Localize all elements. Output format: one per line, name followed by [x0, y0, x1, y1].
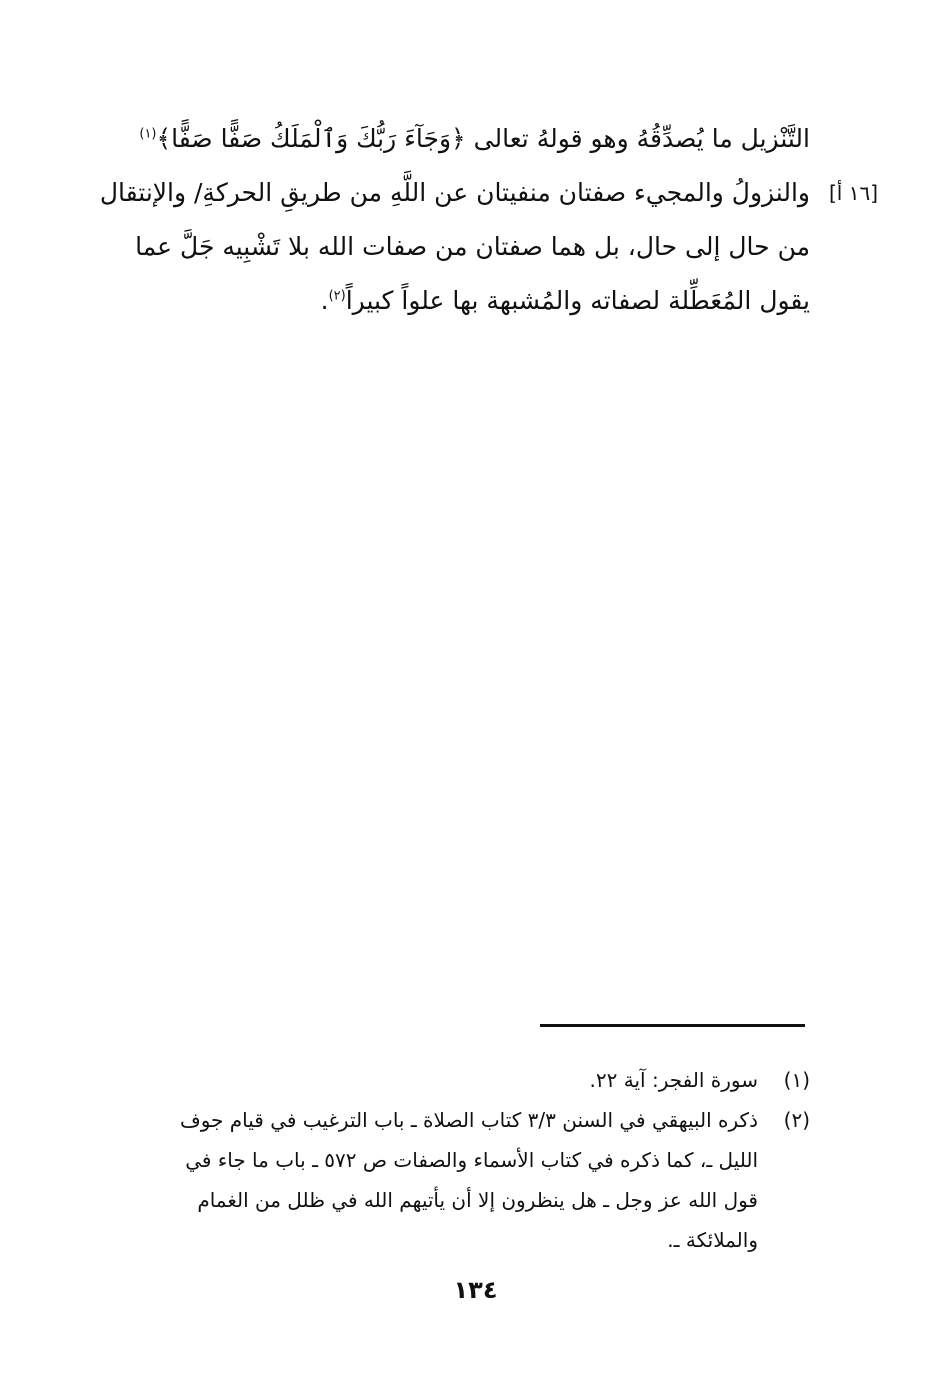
folio-marker: [١٦ أ] [828, 181, 878, 205]
body-line-1 [110, 112, 810, 166]
body-line-4 [110, 274, 810, 328]
page-number: ١٣٤ [453, 1276, 498, 1304]
footnotes [110, 1060, 810, 1260]
body-line-2: والنزولُ والمجيء صفتان منفيتان عن اللَّهِ من طريقِ الحركةِ/ والإنتقال [99, 178, 810, 207]
footnote-line: سورة الفجر: آية ٢٢. [589, 1068, 758, 1092]
footnote-text [110, 1060, 758, 1100]
footnote-number: (١) [783, 1068, 810, 1092]
footnote-line: والملائكة ـ. [667, 1228, 758, 1252]
body-line-3: من حال إلى حال، بل هما صفتان من صفات الله بلا تَشْبِيه جَلَّ عما [135, 232, 810, 261]
footnote-ref-2: (٢) [328, 288, 346, 304]
footnote-line: الليل ـ، كما ذكره في كتاب الأسماء والصفات ص ٥٧٢ ـ باب ما جاء في [185, 1148, 758, 1172]
footnote-text [110, 1100, 758, 1260]
footnote-ref-1: (١) [139, 126, 157, 142]
body-line-4-text: يقول المُعَطِّلة لصفاته والمُشبهة بها علواً كبيراً [345, 286, 810, 315]
footnote-line: قول الله عز وجل ـ هل ينظرون إلا أن يأتيهم الله في ظلل من الغمام [197, 1188, 758, 1212]
body-line-1-text: التَّنْزيل ما يُصدِّقُهُ وهو قولهُ تعالى ﴿وَجَآءَ رَبُّكَ وَٱلْمَلَكُ صَفًّا صَفًّا﴾ [156, 124, 810, 153]
footnote-number: (٢) [783, 1108, 810, 1132]
footnote-1 [110, 1060, 810, 1100]
footnote-separator [540, 1024, 805, 1027]
footnote-2 [110, 1100, 810, 1260]
footnote-line: ذكره البيهقي في السنن ٣/٣ كتاب الصلاة ـ باب الترغيب في قيام جوف [179, 1108, 758, 1132]
main-text [99, 112, 810, 328]
end-punctuation: . [320, 286, 329, 315]
